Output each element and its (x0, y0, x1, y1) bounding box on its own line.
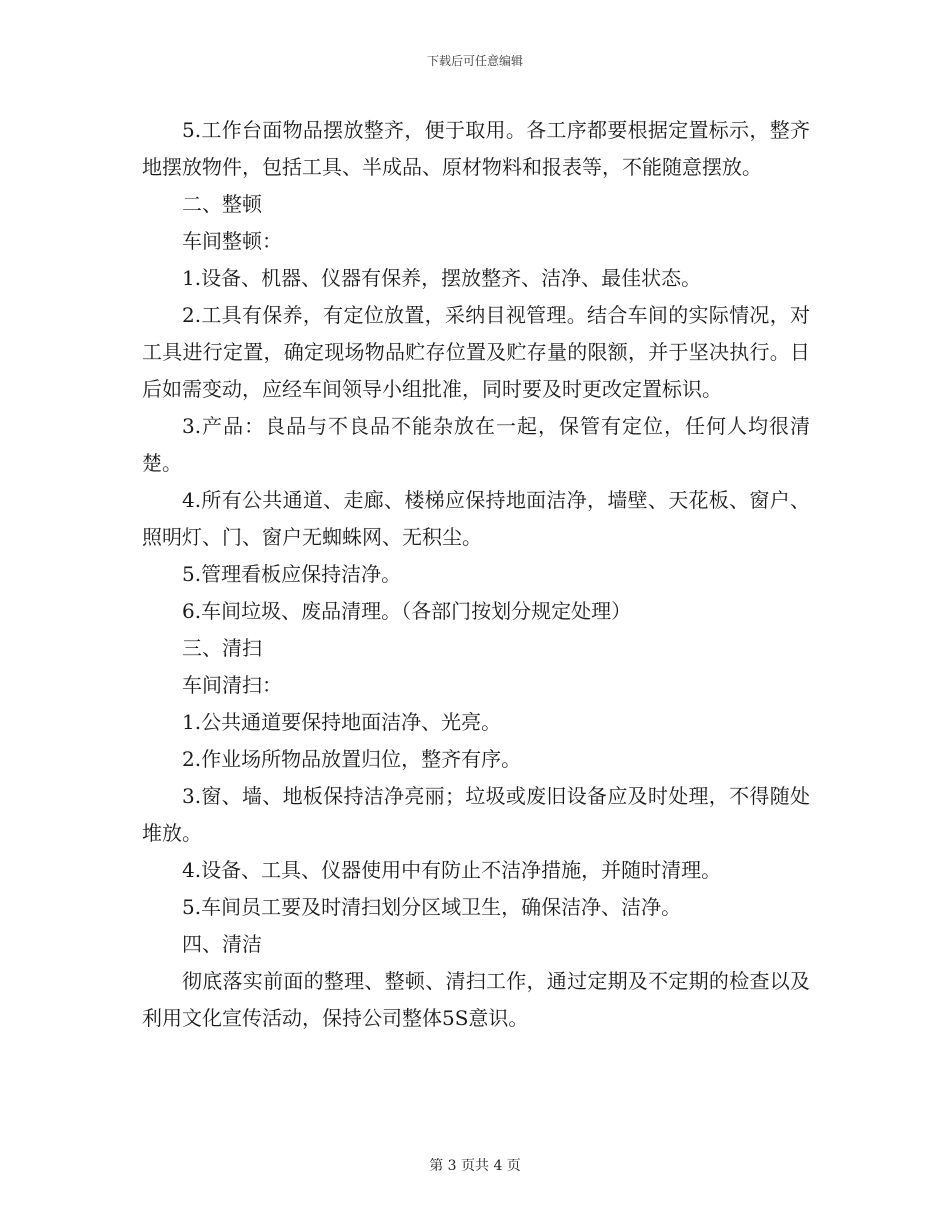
paragraph-qingjie: 彻底落实前面的整理、整顿、清扫工作，通过定期及不定期的检查以及利用文化宣传活动，保持公司整体5S意识。 (142, 969, 810, 1030)
paragraph-zhengdun-6: 6.车间垃圾、废品清理。（各部门按划分规定处理） (182, 599, 632, 623)
subheading-workshop-qingsao: 车间清扫： (182, 673, 282, 697)
section-heading-qingjie: 四、清洁 (182, 932, 262, 956)
section-heading-zhengdun: 二、整顿 (182, 192, 262, 216)
document-body (142, 112, 810, 1037)
paragraph-qingsao-4: 4.设备、工具、仪器使用中有防止不洁净措施，并随时清理。 (182, 858, 722, 882)
paragraph-1: 5.工作台面物品摆放整齐，便于取用。各工序都要根据定置标示，整齐地摆放物件，包括工具、半成品、原材物料和报表等，不能随意摆放。 (142, 118, 810, 179)
paragraph-zhengdun-4: 4.所有公共通道、走廊、楼梯应保持地面洁净，墙壁、天花板、窗户、照明灯、门、窗户无蜘蛛网、无积尘。 (142, 488, 810, 549)
section-heading-qingsao: 三、清扫 (182, 636, 262, 660)
paragraph-zhengdun-3: 3.产品：良品与不良品不能杂放在一起，保管有定位，任何人均很清楚。 (142, 414, 810, 475)
paragraph-zhengdun-1: 1.设备、机器、仪器有保养，摆放整齐、洁净、最佳状态。 (182, 266, 702, 290)
paragraph-qingsao-3: 3.窗、墙、地板保持洁净亮丽；垃圾或废旧设备应及时处理，不得随处堆放。 (142, 784, 810, 845)
subheading-workshop-zhengdun: 车间整顿： (182, 229, 282, 253)
paragraph-zhengdun-2: 2.工具有保养，有定位放置，采纳目视管理。结合车间的实际情况，对工具进行定置，确定现场物品贮存位置及贮存量的限额，并于坚决执行。日后如需变动，应经车间领导小组批准，同时要及时更改定置标识。 (142, 303, 810, 401)
page-footer: 第 3 页共 4 页 (429, 1158, 521, 1174)
paragraph-qingsao-2: 2.作业场所物品放置归位，整齐有序。 (182, 747, 522, 771)
page-header: 下载后可任意编辑 (426, 54, 523, 68)
paragraph-qingsao-1: 1.公共通道要保持地面洁净、光亮。 (182, 710, 502, 734)
paragraph-zhengdun-5: 5.管理看板应保持洁净。 (182, 562, 402, 586)
paragraph-qingsao-5: 5.车间员工要及时清扫划分区域卫生，确保洁净、洁净。 (182, 895, 682, 919)
